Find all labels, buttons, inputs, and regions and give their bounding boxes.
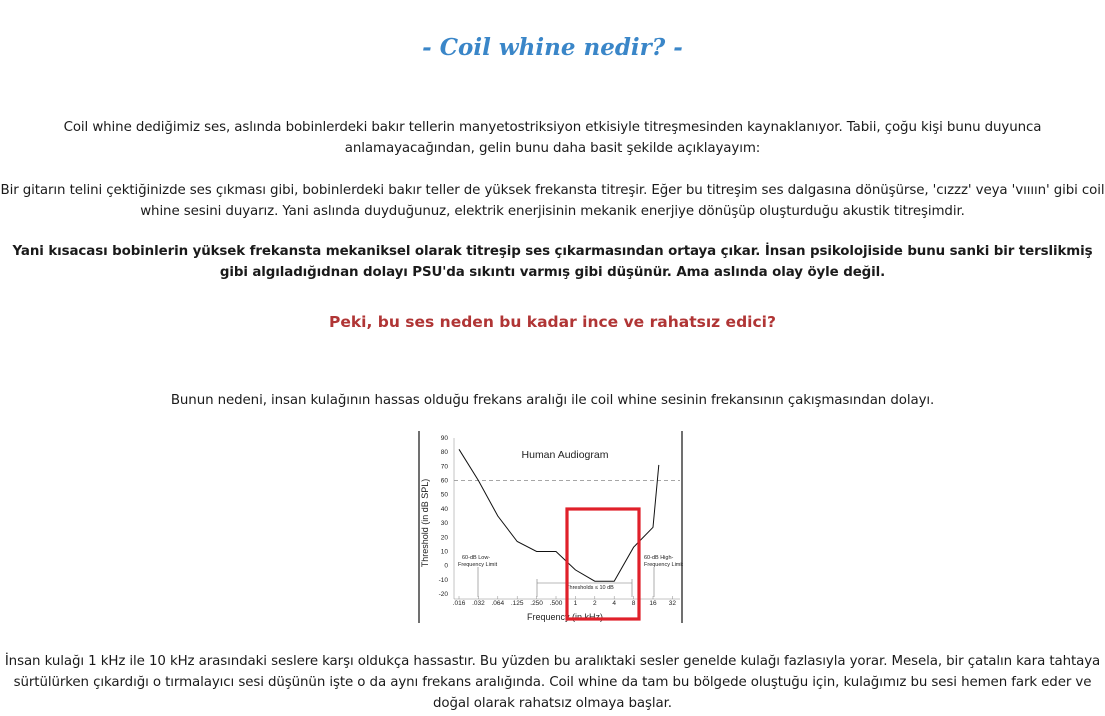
y-tick-label: -10 xyxy=(438,576,448,584)
sensitivity-paragraph: İnsan kulağı 1 kHz ile 10 kHz arasındaki seslere karşı oldukça hassastır. Bu yüzden bu aralıktaki sesler genelde kulağı fazlasıyla yorar. Mesela, bir çatalın kara tahtaya sürtülürken çıkardığı o tırmalayıcı sesi düşünün işte o da aynı frekans aralığında. Coil whine da tam bu bölgede oluştuğu için, kulağımız bu sesi hemen fark eder ve doğal olarak rahatsız olmaya başlar. xyxy=(4,654,1101,711)
y-tick-label: 20 xyxy=(440,534,448,542)
y-axis xyxy=(439,435,454,599)
reason-paragraph: Bunun nedeni, insan kulağının hassas olduğu frekans aralığı ile coil whine sesinin frekansının çakışmasından dolayı. xyxy=(170,393,935,408)
x-tick-label: .125 xyxy=(510,600,524,607)
y-tick-label: 10 xyxy=(440,548,448,556)
x-axis-label: Frequency (in kHz) xyxy=(526,612,604,622)
chart-title: Human Audiogram xyxy=(521,449,609,461)
x-tick-label: .250 xyxy=(530,600,543,607)
section-subheading: Peki, bu ses neden bu kadar ince ve rahatsız edici? xyxy=(329,313,776,331)
x-tick-label: 2 xyxy=(592,600,597,607)
x-tick-label: .064 xyxy=(491,600,505,607)
x-tick-label: 8 xyxy=(631,600,636,607)
highlight-box xyxy=(567,509,639,619)
x-tick-label: .032 xyxy=(472,600,485,607)
y-tick-label: 80 xyxy=(440,449,448,457)
y-tick-label: 40 xyxy=(440,505,448,513)
y-tick-label: 90 xyxy=(440,435,448,442)
audiogram-chart xyxy=(418,431,683,623)
x-tick-label: .016 xyxy=(452,600,466,607)
summary-paragraph: Yani kısacası bobinlerin yüksek frekansta mekaniksel olarak titreşip ses çıkarmasından ortaya çıkar. İnsan psikolojiside bunu sanki bir terslikmiş gibi algıladığıdnan dolayı PSU'da sıkıntı varmış gibi düşünür. Ama aslında olay öyle değil. xyxy=(12,244,1093,280)
y-tick-label: 50 xyxy=(440,491,448,499)
x-tick-label: .500 xyxy=(549,600,563,607)
x-tick-label: 1 xyxy=(573,600,578,607)
y-tick-label: 70 xyxy=(440,463,448,471)
thresholds-label: Thresholds ≤ 10 dB xyxy=(566,585,614,591)
high-limit-label-line2: Frequency Limit xyxy=(644,562,683,568)
low-limit-label-line2: Frequency Limit xyxy=(458,562,498,568)
y-axis-label: Threshold (in dB SPL) xyxy=(420,478,430,568)
guitar-analogy-paragraph: Bir gitarın telini çektiğinizde ses çıkması gibi, bobinlerdeki bakır teller de yüksek frekansta titreşir. Eğer bu titreşim ses dalgasına dönüşürse, 'cızzz' veya 'vıııın' gibi coil whine sesini duyarız. Yani aslında duyduğunuz, elektrik enerjisinin mekanik enerjiye dönüşüp oluşturduğu akustik titreşimdir. xyxy=(0,183,1105,219)
y-tick-label: 60 xyxy=(440,477,448,485)
y-tick-label: 30 xyxy=(440,520,448,528)
y-tick-label: -20 xyxy=(438,591,448,598)
x-tick-label: 32 xyxy=(668,600,677,607)
audiogram-figure xyxy=(418,431,683,623)
y-tick-label: 0 xyxy=(444,562,448,570)
intro-paragraph: Coil whine dediğimiz ses, aslında bobinlerdeki bakır tellerin manyetostriksiyon etkisiyle titreşmesinden kaynaklanıyor. Tabii, çoğu kişi bunu duyunca anlamayacağından, gelin bunu daha basit şekilde açıklayayım: xyxy=(63,120,1042,156)
low-limit-label-line1: 60-dB Low- xyxy=(462,555,491,561)
high-limit-label-line1: 60-dB High- xyxy=(644,555,674,561)
x-tick-label: 4 xyxy=(612,600,617,607)
page-title: - Coil whine nedir? - xyxy=(422,34,683,61)
x-tick-label: 16 xyxy=(649,600,657,607)
